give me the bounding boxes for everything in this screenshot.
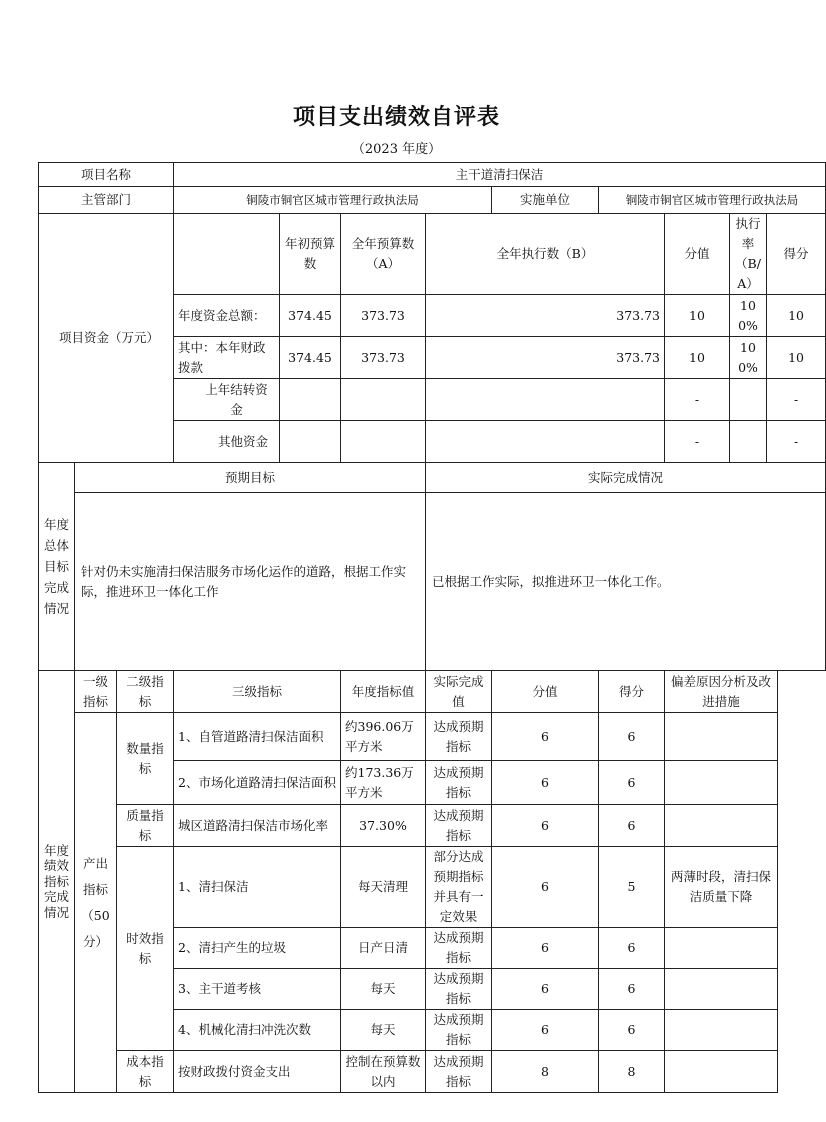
funds-row-initial: 374.45 [280,295,341,337]
funds-header-score: 得分 [767,214,826,295]
indicator-name: 1、自管道路清扫保洁面积 [174,713,341,761]
indicator-deviation [665,1051,778,1093]
funds-row-rate: 100% [730,295,767,337]
funds-header-exec: 全年执行数（B） [426,214,665,295]
indicator-header-score: 得分 [599,671,665,713]
report-year: （2023 年度） [351,142,442,157]
indicator-score: 6 [599,1010,665,1051]
actual-goal-header: 实际完成情况 [426,463,826,493]
actual-goal-text: 已根据工作实际，拟推进环卫一体化工作。 [426,493,826,671]
indicator-name: 按财政拨付资金支出 [174,1051,341,1093]
indicator-actual: 达成预期指标 [426,713,492,761]
overall-goals-label: 年度总体目标完成情况 [39,463,75,671]
indicator-score-full: 6 [492,1010,599,1051]
implementing-unit-value: 铜陵市铜官区城市管理行政执法局 [599,187,826,214]
indicator-header-score-full: 分值 [492,671,599,713]
indicator-name: 4、机械化清扫冲洗次数 [174,1010,341,1051]
indicator-header-deviation: 偏差原因分析及改进措施 [665,671,778,713]
indicator-target: 约173.36万平方米 [341,761,426,805]
funds-row-label: 年度资金总额： [174,295,280,337]
indicator-target: 控制在预算数以内 [341,1051,426,1093]
indicator-header-level1: 一级指标 [75,671,117,713]
indicator-target: 每天清理 [341,847,426,928]
indicator-actual: 部分达成预期指标并具有一定效果 [426,847,492,928]
indicator-score: 6 [599,805,665,847]
project-name-label: 项目名称 [39,163,174,187]
indicator-deviation [665,1010,778,1051]
funds-row-score: 10 [767,337,826,379]
indicator-target: 每天 [341,1010,426,1051]
indicator-deviation [665,805,778,847]
indicator-score: 6 [599,969,665,1010]
project-name-value: 主干道清扫保洁 [174,163,826,187]
indicator-header-actual: 实际完成值 [426,671,492,713]
funds-row-score: 10 [767,295,826,337]
indicator-header-level2: 二级指标 [117,671,174,713]
category-timeliness: 时效指标 [117,847,174,1051]
indicator-deviation [665,713,778,761]
funds-row-rate [730,379,767,421]
project-funds-label: 项目资金（万元） [39,214,174,463]
funds-row-rate: 100% [730,337,767,379]
indicator-score-full: 6 [492,847,599,928]
indicator-score-full: 6 [492,713,599,761]
level1-output-indicator: 产出指标（50分） [75,713,117,1093]
indicator-deviation [665,761,778,805]
expected-goal-header: 预期目标 [75,463,426,493]
funds-header-score-full: 分值 [665,214,730,295]
indicator-actual: 达成预期指标 [426,1051,492,1093]
indicator-score-full: 8 [492,1051,599,1093]
indicator-actual: 达成预期指标 [426,969,492,1010]
indicator-name: 2、市场化道路清扫保洁面积 [174,761,341,805]
indicator-actual: 达成预期指标 [426,805,492,847]
funds-header-rate: 执行率（B/A） [730,214,767,295]
expected-goal-text: 针对仍未实施清扫保洁服务市场化运作的道路，根据工作实际，推进环卫一体化工作 [75,493,426,671]
funds-row-annual: 373.73 [341,295,426,337]
funds-header-initial: 年初预算数 [280,214,341,295]
funds-row-rate [730,421,767,463]
supervising-dept-value: 铜陵市铜官区城市管理行政执法局 [174,187,492,214]
indicator-target: 约396.06万平方米 [341,713,426,761]
category-cost: 成本指标 [117,1051,174,1093]
implementing-unit-label: 实施单位 [492,187,599,214]
category-quantity: 数量指标 [117,713,174,805]
indicator-actual: 达成预期指标 [426,928,492,969]
indicator-score-full: 6 [492,805,599,847]
funds-row-label: 其中：本年财政拨款 [174,337,280,379]
performance-indicators-label: 年度绩效指标完成情况 [39,671,75,1093]
funds-row-score-full: 10 [665,295,730,337]
indicator-target: 日产日清 [341,928,426,969]
funds-row-annual [341,421,426,463]
indicator-deviation: 两薄时段，清扫保洁质量下降 [665,847,778,928]
indicator-score: 6 [599,928,665,969]
indicator-score-full: 6 [492,928,599,969]
funds-row-score: - [767,379,826,421]
indicator-target: 37.30% [341,805,426,847]
funds-row-initial [280,379,341,421]
self-evaluation-table [38,162,826,1093]
indicator-score: 6 [599,713,665,761]
indicator-target: 每天 [341,969,426,1010]
funds-row-label: 上年结转资金 [174,379,280,421]
page-title: 项目支出绩效自评表 [292,105,500,130]
funds-row-annual: 373.73 [341,337,426,379]
funds-row-initial [280,421,341,463]
indicator-deviation [665,928,778,969]
funds-header-blank [174,214,280,295]
indicator-name: 城区道路清扫保洁市场化率 [174,805,341,847]
indicator-score: 6 [599,761,665,805]
funds-row-exec: 373.73 [426,295,665,337]
funds-row-annual [341,379,426,421]
funds-row-score-full: 10 [665,337,730,379]
indicator-name: 3、主干道考核 [174,969,341,1010]
funds-row-label: 其他资金 [174,421,280,463]
indicator-score-full: 6 [492,969,599,1010]
indicator-deviation [665,969,778,1010]
indicator-name: 1、清扫保洁 [174,847,341,928]
category-quality: 质量指标 [117,805,174,847]
indicator-header-level3: 三级指标 [174,671,341,713]
indicator-score: 5 [599,847,665,928]
funds-header-annual: 全年预算数（A） [341,214,426,295]
funds-row-score: - [767,421,826,463]
indicator-score-full: 6 [492,761,599,805]
funds-row-exec: 373.73 [426,337,665,379]
supervising-dept-label: 主管部门 [39,187,174,214]
indicator-score: 8 [599,1051,665,1093]
funds-row-score-full: - [665,379,730,421]
funds-row-score-full: - [665,421,730,463]
indicator-header-target: 年度指标值 [341,671,426,713]
indicator-actual: 达成预期指标 [426,761,492,805]
funds-row-exec [426,379,665,421]
funds-row-exec [426,421,665,463]
indicator-actual: 达成预期指标 [426,1010,492,1051]
indicator-name: 2、清扫产生的垃圾 [174,928,341,969]
funds-row-initial: 374.45 [280,337,341,379]
